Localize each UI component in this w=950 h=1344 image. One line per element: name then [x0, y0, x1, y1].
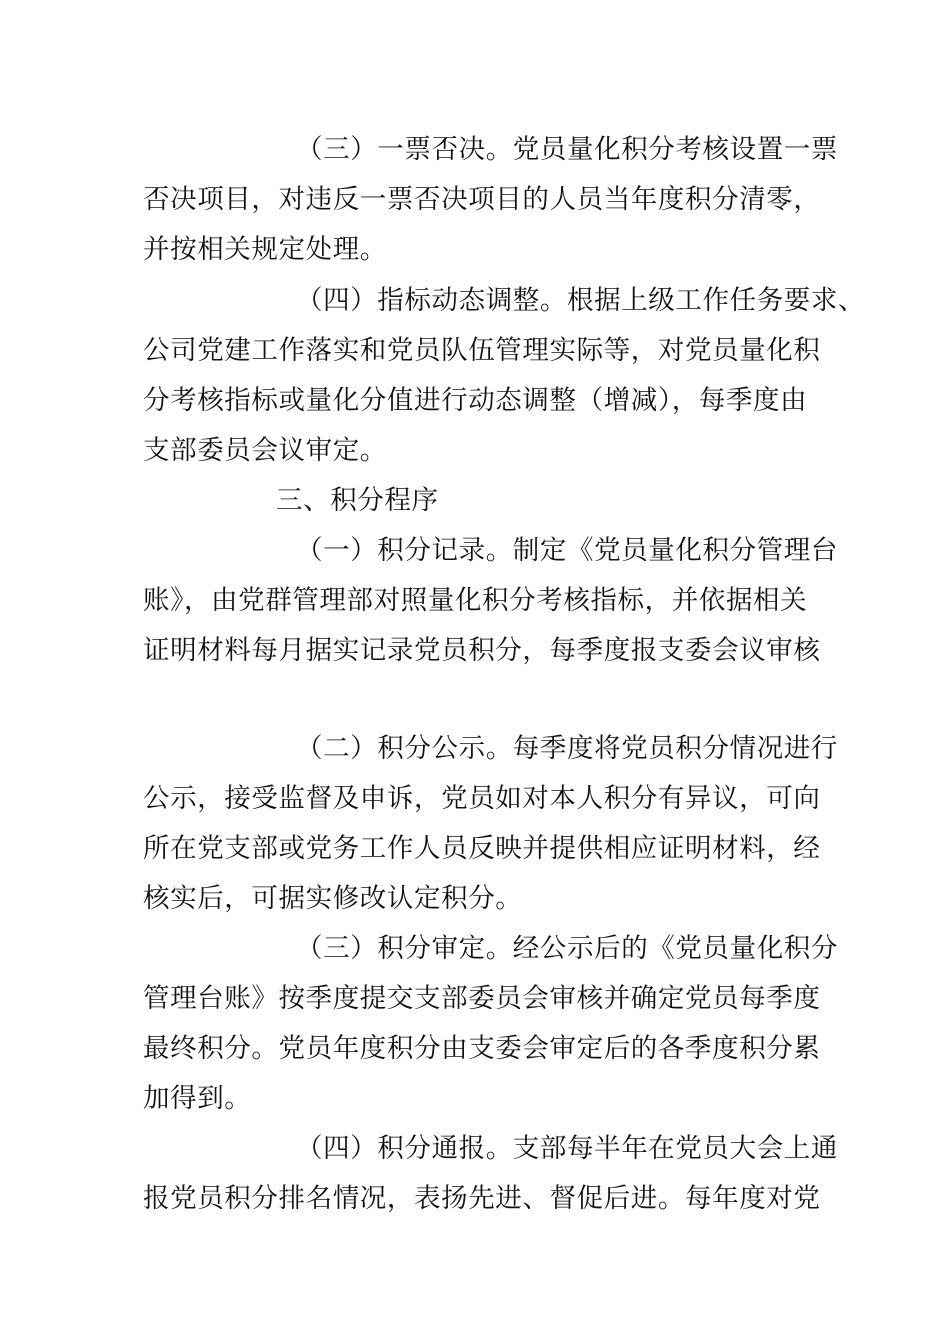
paragraph-7-line-4: 加得到。 [143, 1083, 252, 1114]
paragraph-3-line-1: （三）一票否决。党员量化积分考核设置一票 [296, 134, 838, 165]
paragraph-4-line-3: 分考核指标或量化分值进行动态调整（增减），每季度由 [143, 385, 808, 416]
paragraph-3-line-3: 并按相关规定处理。 [143, 234, 387, 265]
paragraph-7-line-1: （三）积分审定。经公示后的《党员量化积分 [296, 933, 838, 964]
paragraph-6-line-3: 所在党支部或党务工作人员反映并提供相应证明材料，经 [143, 833, 821, 864]
paragraph-7-line-3: 最终积分。党员年度积分由支委会审定后的各季度积分累 [143, 1033, 821, 1064]
paragraph-3-line-2: 否决项目，对违反一票否决项目的人员当年度积分清零， [143, 184, 821, 215]
paragraph-8-line-2: 报党员积分排名情况，表扬先进、督促后进。每年度对党 [143, 1183, 821, 1214]
paragraph-5-line-1: （一）积分记录。制定《党员量化积分管理台 [296, 535, 838, 566]
paragraph-5-line-3: 证明材料每月据实记录党员积分，每季度报支委会议审核 [143, 635, 821, 666]
paragraph-7-line-2: 管理台账》按季度提交支部委员会审核并确定党员每季度 [143, 983, 821, 1014]
paragraph-6-line-4: 核实后，可据实修改认定积分。 [143, 883, 523, 914]
paragraph-8-line-1: （四）积分通报。支部每半年在党员大会上通 [296, 1133, 838, 1164]
section-heading: 三、积分程序 [276, 485, 439, 516]
paragraph-4-line-1: （四）指标动态调整。根据上级工作任务要求、 [296, 285, 866, 316]
paragraph-6-line-2: 公示，接受监督及申诉，党员如对本人积分有异议，可向 [143, 783, 821, 814]
paragraph-4-line-4: 支部委员会议审定。 [143, 435, 387, 466]
paragraph-4-line-2: 公司党建工作落实和党员队伍管理实际等，对党员量化积 [143, 335, 821, 366]
paragraph-6-line-1: （二）积分公示。每季度将党员积分情况进行 [296, 733, 838, 764]
paragraph-5-line-2: 账》，由党群管理部对照量化积分考核指标，并依据相关 [143, 585, 808, 616]
